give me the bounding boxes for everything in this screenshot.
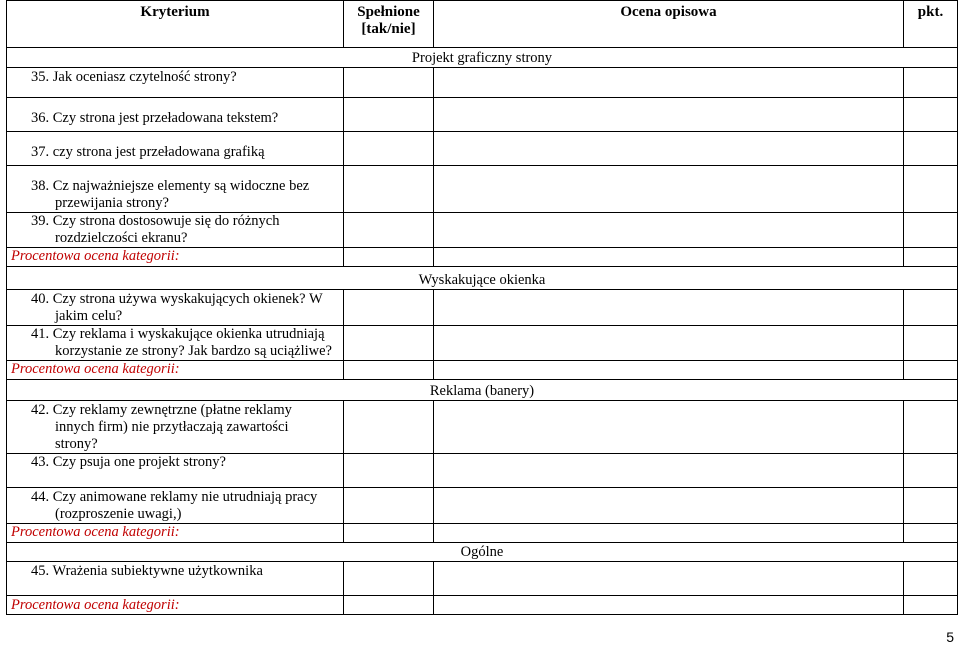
percent-descriptive-cell[interactable] (434, 361, 904, 380)
descriptive-cell[interactable] (434, 488, 904, 524)
fulfilled-cell[interactable] (344, 290, 434, 326)
percent-fulfilled-cell[interactable] (344, 248, 434, 267)
descriptive-cell[interactable] (434, 401, 904, 454)
descriptive-cell[interactable] (434, 98, 904, 132)
descriptive-cell[interactable] (434, 68, 904, 98)
descriptive-cell[interactable] (434, 326, 904, 361)
question-text: 36. Czy strona jest przeładowana tekstem? (7, 98, 344, 132)
percent-label: Procentowa ocena kategorii: (7, 361, 344, 380)
question-row (7, 166, 958, 213)
question-text: 35. Jak oceniasz czytelność strony? (7, 68, 344, 98)
points-cell[interactable] (904, 132, 958, 166)
question-text: 38. Cz najważniejsze elementy są widoczne bez przewijania strony? (7, 166, 344, 213)
header-fulfilled (344, 1, 434, 48)
percent-label: Procentowa ocena kategorii: (7, 596, 344, 615)
percent-fulfilled-cell[interactable] (344, 596, 434, 615)
fulfilled-cell[interactable] (344, 68, 434, 98)
section-title: Reklama (banery) (7, 380, 958, 401)
percent-row (7, 596, 958, 615)
points-cell[interactable] (904, 166, 958, 213)
percent-points-cell[interactable] (904, 596, 958, 615)
question-text: 41. Czy reklama i wyskakujące okienka utrudniają korzystanie ze strony? Jak bardzo są uciążliwe? (7, 326, 344, 361)
question-row (7, 326, 958, 361)
points-cell[interactable] (904, 290, 958, 326)
percent-row (7, 248, 958, 267)
section-title: Ogólne (7, 543, 958, 562)
header-row (7, 1, 958, 48)
section-title: Projekt graficzny strony (7, 48, 958, 68)
percent-fulfilled-cell[interactable] (344, 524, 434, 543)
descriptive-cell[interactable] (434, 213, 904, 248)
question-row (7, 68, 958, 98)
question-row (7, 401, 958, 454)
question-row (7, 290, 958, 326)
points-cell[interactable] (904, 98, 958, 132)
header-descriptive: Ocena opisowa (434, 1, 904, 48)
percent-label: Procentowa ocena kategorii: (7, 524, 344, 543)
evaluation-table (6, 0, 958, 615)
descriptive-cell[interactable] (434, 132, 904, 166)
percent-fulfilled-cell[interactable] (344, 361, 434, 380)
fulfilled-cell[interactable] (344, 166, 434, 213)
question-row (7, 454, 958, 488)
fulfilled-cell[interactable] (344, 488, 434, 524)
percent-descriptive-cell[interactable] (434, 596, 904, 615)
question-text: 42. Czy reklamy zewnętrzne (płatne reklamy innych firm) nie przytłaczają zawartości strony? (7, 401, 344, 454)
question-text: 40. Czy strona używa wyskakujących okienek? W jakim celu? (7, 290, 344, 326)
question-row (7, 132, 958, 166)
percent-descriptive-cell[interactable] (434, 248, 904, 267)
points-cell[interactable] (904, 562, 958, 596)
percent-row (7, 524, 958, 543)
descriptive-cell[interactable] (434, 166, 904, 213)
points-cell[interactable] (904, 454, 958, 488)
question-row (7, 562, 958, 596)
section-row (7, 380, 958, 401)
points-cell[interactable] (904, 326, 958, 361)
question-row (7, 98, 958, 132)
fulfilled-cell[interactable] (344, 98, 434, 132)
fulfilled-cell[interactable] (344, 454, 434, 488)
points-cell[interactable] (904, 401, 958, 454)
percent-points-cell[interactable] (904, 361, 958, 380)
section-row (7, 543, 958, 562)
question-text: 37. czy strona jest przeładowana grafiką (7, 132, 344, 166)
question-text: 44. Czy animowane reklamy nie utrudniają pracy (rozproszenie uwagi,) (7, 488, 344, 524)
header-fulfilled-line2: [tak/nie] (361, 21, 416, 37)
page-number: 5 (946, 629, 954, 645)
header-fulfilled-line1: Spełnione (357, 4, 420, 20)
header-criterion: Kryterium (7, 1, 344, 48)
descriptive-cell[interactable] (434, 290, 904, 326)
percent-points-cell[interactable] (904, 524, 958, 543)
descriptive-cell[interactable] (434, 454, 904, 488)
fulfilled-cell[interactable] (344, 213, 434, 248)
points-cell[interactable] (904, 213, 958, 248)
fulfilled-cell[interactable] (344, 562, 434, 596)
question-text: 45. Wrażenia subiektywne użytkownika (7, 562, 344, 596)
percent-label: Procentowa ocena kategorii: (7, 248, 344, 267)
section-row (7, 48, 958, 68)
question-text: 43. Czy psuja one projekt strony? (7, 454, 344, 488)
fulfilled-cell[interactable] (344, 401, 434, 454)
percent-points-cell[interactable] (904, 248, 958, 267)
question-row (7, 213, 958, 248)
percent-descriptive-cell[interactable] (434, 524, 904, 543)
points-cell[interactable] (904, 488, 958, 524)
header-points: pkt. (904, 1, 958, 48)
question-row (7, 488, 958, 524)
question-text: 39. Czy strona dostosowuje się do różnych rozdzielczości ekranu? (7, 213, 344, 248)
points-cell[interactable] (904, 68, 958, 98)
section-row (7, 267, 958, 290)
descriptive-cell[interactable] (434, 562, 904, 596)
fulfilled-cell[interactable] (344, 132, 434, 166)
percent-row (7, 361, 958, 380)
section-title: Wyskakujące okienka (7, 267, 958, 290)
fulfilled-cell[interactable] (344, 326, 434, 361)
